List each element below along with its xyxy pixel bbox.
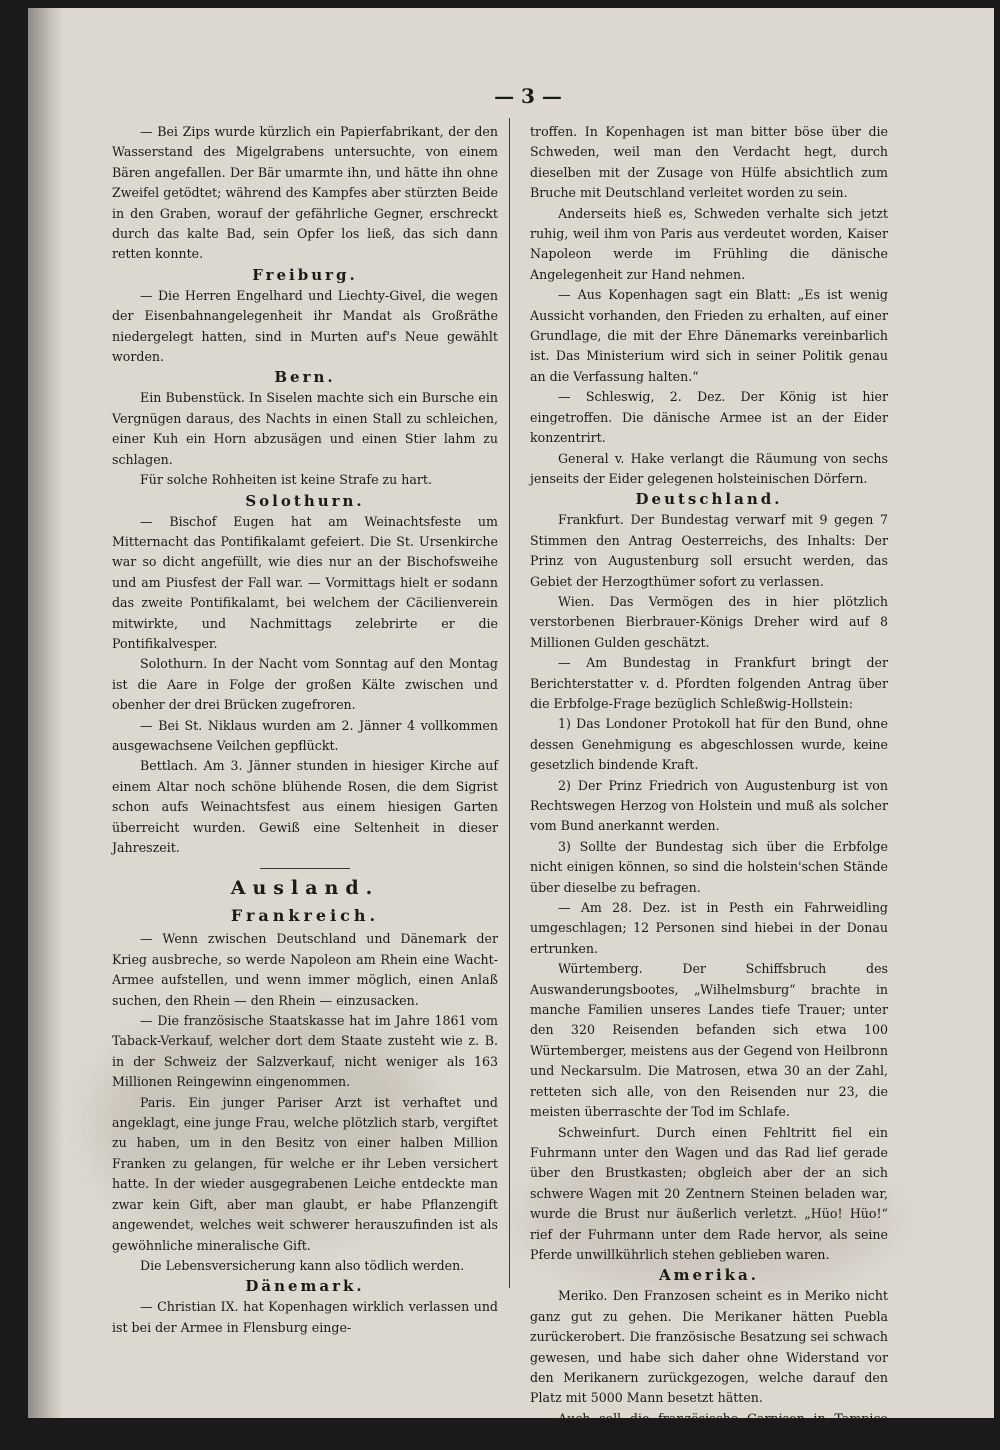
left-column bbox=[112, 122, 498, 1338]
numbered-item: 3) Sollte der Bundestag sich über die Erbfolge nicht einigen können, so sind die holstein'schen Stände über dieselbe zu befragen. bbox=[530, 838, 888, 895]
section-heading-freiburg: Freiburg. bbox=[252, 265, 358, 284]
article-paragraph: Die Lebensversicherung kann also tödlich werden. bbox=[140, 1257, 465, 1273]
article-paragraph: — Bischof Eugen hat am Weinachtsfeste um Mitternacht das Pontifikalamt gefeiert. Die St. Ursenkirche war so dicht angefüllt, wie dies nur an der Bischofsweihe und am Piusfest der Fall war. — Vormittags hielt er sodann das zweite Pontifikalamt, bei welchem der Cäcilienverein mitwirkte, und Nachmittags zelebrirte er die Pontifikalvesper. bbox=[112, 513, 498, 651]
article-paragraph: Paris. Ein junger Pariser Arzt ist verhaftet und angeklagt, eine junge Frau, welche plötzlich starb, vergiftet zu haben, um in den Besitz von einer halben Million Franken zu gelangen, für welche er ihr Leben versichert hatte. In der wieder ausgegrabenen Leiche entdeckte man zwar kein Gift, aber man glaubt, er habe Pflanzengift angewendet, welches weit schwerer herauszufinden ist als gewöhnliche mineralische Gift. bbox=[112, 1094, 498, 1253]
section-heading-ausland: Ausland. bbox=[230, 877, 380, 900]
article-paragraph: Solothurn. In der Nacht vom Sonntag auf den Montag ist die Aare in Folge der großen Kälte zwischen und obenher der drei Brücken zugefroren. bbox=[112, 656, 498, 713]
section-heading-daenemark: Dänemark. bbox=[245, 1277, 365, 1296]
article-paragraph: — Christian IX. hat Kopenhagen wirklich verlassen und ist bei der Armee in Flensburg einge- bbox=[112, 1299, 498, 1335]
numbered-item: 2) Der Prinz Friedrich von Augustenburg ist von Rechtswegen Herzog von Holstein und muß als solcher vom Bund anerkannt werden. bbox=[530, 777, 888, 834]
article-paragraph: Schweinfurt. Durch einen Fehltritt fiel ein Fuhrmann unter den Wagen und das Rad lief gerade über den Brustkasten; obgleich aber der an sich schwere Wagen mit 20 Zentnern Steinen beladen war, wurde die Brust nur äußerlich verletzt. „Hüo! Hüo!“ rief der Fuhrmann unter dem Rade hervor, als seine Pferde unwillkührlich stehen geblieben waren. bbox=[530, 1124, 888, 1262]
article-paragraph: Ein Bubenstück. In Siselen machte sich ein Bursche ein Vergnügen daraus, des Nachts in einen Stall zu schleichen, einer Kuh ein Horn abzusägen und einen Stier lahm zu schlagen. bbox=[112, 390, 498, 467]
section-heading-bern: Bern. bbox=[274, 368, 336, 387]
article-paragraph: — Am Bundestag in Frankfurt bringt der Berichterstatter v. d. Pfordten folgenden Antrag über die Erbfolge-Frage bezüglich Schleßwig-Hollstein: bbox=[530, 655, 888, 711]
column-divider bbox=[509, 118, 510, 1288]
newspaper-page bbox=[28, 8, 994, 1447]
article-paragraph: — Bei Zips wurde kürzlich ein Papierfabrikant, der den Wasserstand des Migelgrabens untersuchte, von einem Bären angefallen. Der Bär umarmte ihn, und hätte ihn ohne Zweifel getödtet; während des Kampfes aber stürzten Beide in den Graben, worauf der gefährliche Gegner, erschreckt durch das kalte Bad, sein Opfer los ließ, das sich dann retten konnte. bbox=[112, 124, 498, 262]
article-paragraph: — Aus Kopenhagen sagt ein Blatt: „Es ist wenig Aussicht vorhanden, den Frieden zu erhalten, auf einer Grundlage, die mit der Ehre Dänemarks vereinbarlich ist. Das Ministerium wird sich in seiner Politik genau an die Verfassung halten.“ bbox=[530, 287, 888, 384]
article-paragraph: Würtemberg. Der Schiffsbruch des Auswanderungsbootes, „Wilhelmsburg“ brachte in manche Familien unseres Landes tiefe Trauer; unter den 320 Reisenden befanden sich etwa 100 Würtemberger, meistens aus der Gegend von Heilbronn und Neckarsulm. Die Matrosen, etwa 30 an der Zahl, retteten sich alle, von den Reisenden nur 23, die meisten überraschte der Tod im Schlafe. bbox=[530, 961, 888, 1120]
article-paragraph: — Die französische Staatskasse hat im Jahre 1861 vom Taback-Verkauf, welcher dort dem Staate zusteht wie z. B. in der Schweiz der Salzverkauf, nicht weniger als 163 Millionen Reingewinn eingenommen. bbox=[112, 1013, 498, 1090]
section-heading-deutschland: Deutschland. bbox=[635, 490, 783, 509]
section-heading-solothurn: Solothurn. bbox=[245, 491, 365, 510]
section-heading-frankreich: Frankreich. bbox=[230, 906, 380, 926]
article-paragraph: Meriko. Den Franzosen scheint es in Meriko nicht ganz gut zu gehen. Die Merikaner hätten Puebla zurückerobert. Die französische Besatzung sei schwach gewesen, und habe sich daher ohne Widerstand vor den Merikanern zurückgezogen, welche darauf den Platz mit 5000 Mann besetzt hätten. bbox=[530, 1288, 888, 1406]
article-paragraph: General v. Hake verlangt die Räumung von sechs jenseits der Eider gelegenen holsteinischen Dörfern. bbox=[530, 450, 888, 486]
article-paragraph: Anderseits hieß es, Schweden verhalte sich jetzt ruhig, weil ihm von Paris aus verdeutet worden, Kaiser Napoleon werde im Frühling die dänische Angelegenheit zur Hand nehmen. bbox=[530, 205, 888, 282]
article-paragraph: — Schleswig, 2. Dez. Der König ist hier eingetroffen. Die dänische Armee ist an der Eider konzentrirt. bbox=[530, 389, 888, 446]
article-paragraph: — Bei St. Niklaus wurden am 2. Jänner 4 vollkommen ausgewachsene Veilchen gepflückt. bbox=[112, 717, 498, 753]
article-paragraph: Für solche Rohheiten ist keine Strafe zu hart. bbox=[140, 472, 432, 488]
article-paragraph: troffen. In Kopenhagen ist man bitter böse über die Schweden, weil man den Verdacht hegt, durch dieselben mit der Zusage von Hülfe absichtlich zum Bruche mit Deutschland verleitet worden zu sein. bbox=[530, 124, 888, 201]
section-rule bbox=[260, 868, 350, 869]
page-binding-shadow bbox=[28, 8, 62, 1418]
page-number: — 3 — bbox=[494, 84, 562, 108]
article-paragraph: — Wenn zwischen Deutschland und Dänemark der Krieg ausbreche, so werde Napoleon am Rhein eine Wacht-Armee aufstellen, und wenn immer möglich, einen Anlaß suchen, den Rhein — den Rhein — einzusacken. bbox=[112, 931, 498, 1008]
article-paragraph: Auch soll die französische Garnison in Tampico umzingelt sein. bbox=[530, 1410, 888, 1447]
section-heading-amerika: Amerika. bbox=[659, 1266, 759, 1285]
article-paragraph: Wien. Das Vermögen des in hier plötzlich verstorbenen Bierbrauer-Königs Dreher wird auf 8 Millionen Gulden geschätzt. bbox=[530, 593, 888, 650]
article-paragraph: — Am 28. Dez. ist in Pesth ein Fahrweidling umgeschlagen; 12 Personen sind hiebei in der Donau ertrunken. bbox=[530, 900, 888, 956]
article-paragraph: — Die Herren Engelhard und Liechty-Givel, die wegen der Eisenbahnangelegenheit ihr Mandat als Großräthe niedergelegt hatten, sind in Murten auf's Neue gewählt worden. bbox=[112, 287, 498, 365]
numbered-item: 1) Das Londoner Protokoll hat für den Bund, ohne dessen Genehmigung es abgeschlossen wurde, keine gesetzlich bindende Kraft. bbox=[530, 716, 888, 773]
right-column bbox=[530, 122, 888, 1450]
article-paragraph: Bettlach. Am 3. Jänner stunden in hiesiger Kirche auf einem Altar noch schöne blühende Rosen, die dem Sigrist schon aufs Weinachtsfest aus einem hiesigen Garten überreicht wurden. Gewiß eine Seltenheit in dieser Jahreszeit. bbox=[112, 758, 498, 855]
article-paragraph: Frankfurt. Der Bundestag verwarf mit 9 gegen 7 Stimmen den Antrag Oesterreichs, des Inhalts: Der Prinz von Augustenburg soll ersucht werden, das Gebiet der Herzogthümer sofort zu verlassen. bbox=[530, 512, 888, 589]
